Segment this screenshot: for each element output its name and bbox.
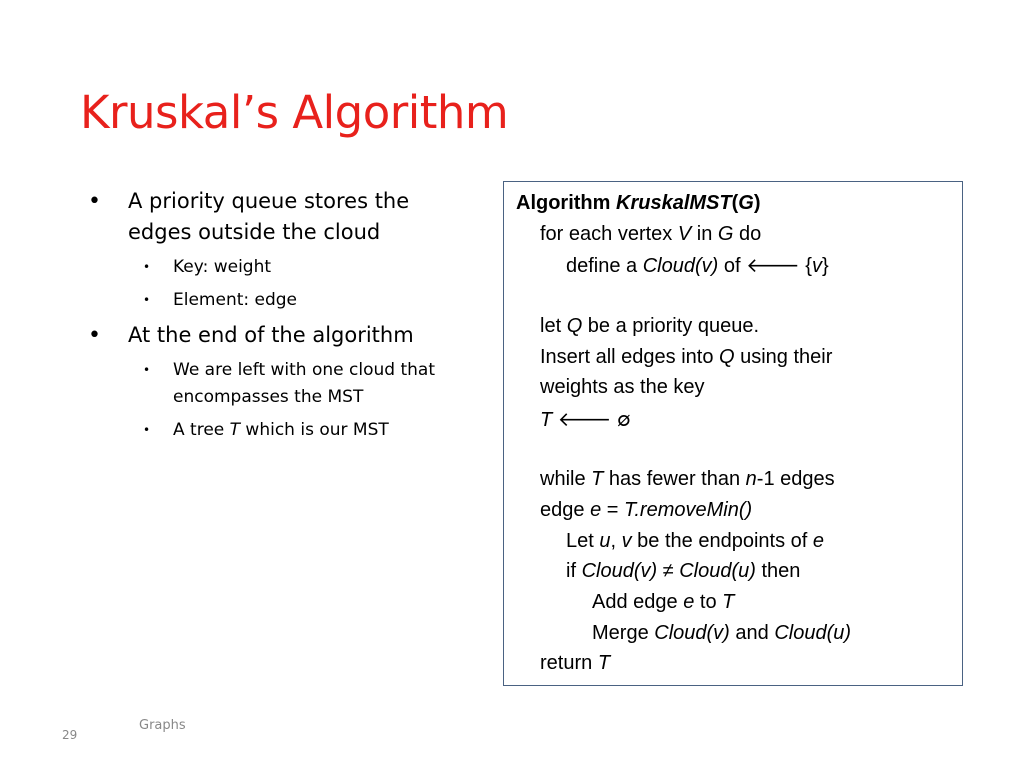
algorithm-token: KruskalMST (616, 192, 732, 214)
algorithm-line (504, 622, 851, 645)
algorithm-token: , (610, 530, 622, 552)
algorithm-token: let (540, 315, 567, 337)
bullet-list (88, 186, 468, 450)
algorithm-token: 🡐 { (746, 255, 812, 277)
algorithm-token: ) (753, 192, 761, 214)
algorithm-token: Cloud(v) (642, 255, 719, 277)
algorithm-token: to (694, 591, 723, 613)
sub-bullet-marker: • (143, 423, 151, 437)
bullet-item (88, 186, 468, 248)
algorithm-line (504, 468, 835, 491)
algorithm-token: Insert all edges into (540, 346, 719, 368)
algorithm-token: while (540, 468, 592, 490)
algorithm-line (504, 652, 610, 675)
algorithm-token: -1 edges (756, 468, 835, 490)
algorithm-token: and (729, 622, 775, 644)
algorithm-line (504, 223, 761, 246)
algorithm-token: has fewer than (603, 468, 746, 490)
algorithm-token: G (738, 192, 754, 214)
sub-bullet-item (88, 357, 468, 411)
algorithm-token: Let (566, 530, 600, 552)
algorithm-line (504, 253, 829, 278)
bullet-text: A priority queue stores the edges outside the cloud (128, 189, 410, 244)
algorithm-line (504, 192, 761, 215)
algorithm-line (504, 407, 631, 432)
algorithm-line (504, 315, 759, 338)
algorithm-line (504, 376, 705, 399)
bullet-text: At the end of the algorithm (128, 323, 414, 347)
algorithm-token: } (821, 255, 829, 277)
sub-bullet-text: Key: weight (173, 257, 272, 277)
algorithm-line (504, 346, 832, 369)
algorithm-token: do (733, 223, 762, 245)
sub-bullet-item (88, 287, 468, 314)
sub-bullet-marker: • (143, 260, 151, 274)
algorithm-token: e (812, 530, 824, 552)
algorithm-token: of (718, 255, 747, 277)
bullet-marker: • (88, 323, 101, 348)
bullet-item (88, 320, 468, 351)
sub-bullet-item (88, 254, 468, 281)
algorithm-line (504, 499, 752, 522)
algorithm-token: be the endpoints of (631, 530, 813, 552)
algorithm-token: then (755, 560, 801, 582)
algorithm-token: v (811, 255, 822, 277)
algorithm-token: Cloud(v) (581, 560, 658, 582)
algorithm-token: ≠ (657, 560, 680, 582)
algorithm-token: define a (566, 255, 643, 277)
algorithm-token: Cloud(u) (679, 560, 756, 582)
algorithm-token: G (717, 223, 734, 245)
algorithm-token: V (677, 223, 692, 245)
sub-bullet-marker: • (143, 293, 151, 307)
algorithm-token: Algorithm (516, 192, 616, 214)
algorithm-line (504, 530, 824, 553)
algorithm-token: e (683, 591, 695, 613)
algorithm-token: Q (566, 315, 583, 337)
algorithm-line (504, 591, 734, 614)
algorithm-token: edge (540, 499, 591, 521)
algorithm-box (503, 181, 963, 686)
sub-bullet-text: We are left with one cloud that encompasses the MST (173, 360, 435, 407)
footer-section: Graphs (139, 718, 186, 733)
algorithm-token: using their (734, 346, 833, 368)
slide-number: 29 (62, 728, 78, 742)
algorithm-token: Cloud(v) (654, 622, 730, 644)
algorithm-token: Q (719, 346, 735, 368)
algorithm-token: return (540, 652, 598, 674)
algorithm-token: T (591, 468, 604, 490)
sub-bullet-text-post: which is our MST (240, 420, 389, 440)
algorithm-token: T.removeMin() (623, 499, 753, 521)
slide-title: Kruskal’s Algorithm (80, 86, 509, 139)
bullet-marker: • (88, 189, 101, 214)
sub-bullet-variable: T (229, 420, 241, 440)
sub-bullet-marker: • (143, 363, 151, 377)
algorithm-token: T (722, 591, 735, 613)
sub-bullet-item (88, 417, 468, 444)
algorithm-token: ( (731, 192, 739, 214)
algorithm-token: v (621, 530, 632, 552)
algorithm-token: n (745, 468, 757, 490)
algorithm-token: weights as the key (540, 376, 705, 398)
algorithm-token: T (540, 409, 553, 431)
algorithm-line (504, 560, 800, 583)
algorithm-token: for each vertex (540, 223, 678, 245)
algorithm-token: if (566, 560, 582, 582)
algorithm-token: e (590, 499, 602, 521)
algorithm-token: in (691, 223, 718, 245)
algorithm-token: T (597, 652, 611, 674)
algorithm-token: u (599, 530, 611, 552)
algorithm-token: Cloud(u) (774, 622, 852, 644)
algorithm-token: = (601, 499, 624, 521)
sub-bullet-text-pre: A tree (173, 420, 230, 440)
algorithm-token: Merge (592, 622, 655, 644)
sub-bullet-text: Element: edge (173, 290, 298, 310)
algorithm-token: be a priority queue. (582, 315, 760, 337)
algorithm-token: Add edge (592, 591, 684, 613)
algorithm-token: 🡐 ∅ (552, 409, 631, 431)
